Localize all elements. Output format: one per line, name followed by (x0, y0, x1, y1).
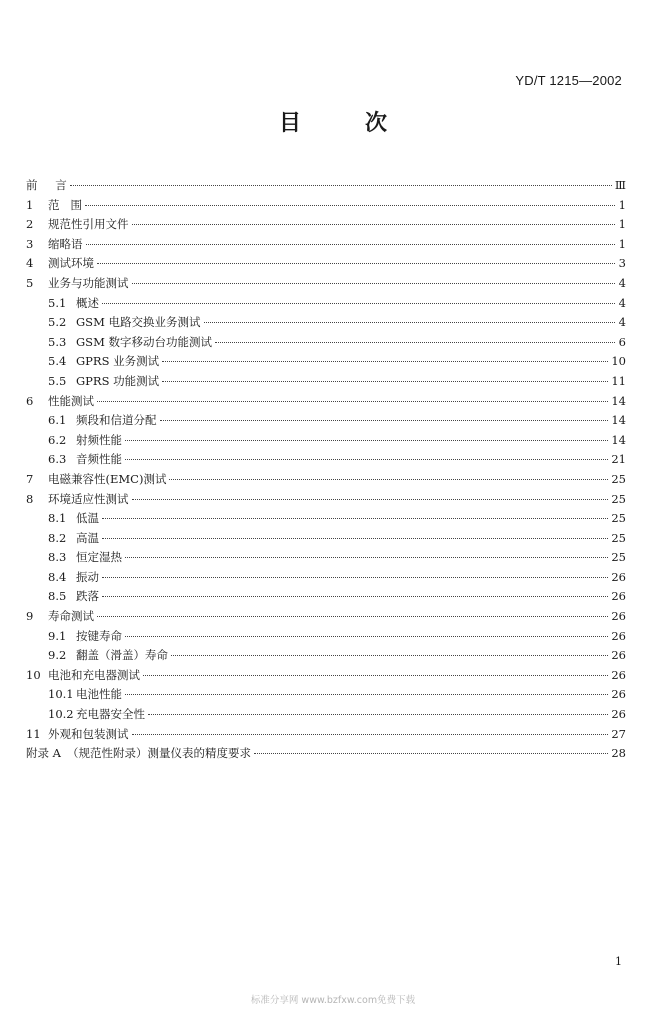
toc-entry-number: 6.1 (48, 413, 67, 428)
toc-dot-leader (70, 185, 612, 186)
toc-entry-page: 25 (611, 471, 626, 486)
toc-entry-label: 外观和包装测试 (48, 726, 129, 741)
toc-entry-label: 缩略语 (48, 236, 83, 251)
toc-entry-title (26, 744, 251, 764)
toc-entry-label: 跌落 (76, 589, 99, 604)
toc-entry-number: 9 (26, 609, 34, 624)
toc-entry-number: 7 (26, 471, 34, 486)
toc-entry[interactable] (26, 333, 626, 353)
toc-entry-page: 6 (618, 334, 626, 349)
page-number: 1 (615, 955, 622, 968)
toc-entry-number: 5.1 (48, 295, 67, 310)
toc-entry-title (26, 666, 140, 686)
toc-entry-label: 范 围 (48, 197, 82, 212)
toc-entry-title (26, 235, 83, 255)
toc-entry-label: 电磁兼容性(EMC)测试 (48, 471, 167, 486)
toc-entry-number: 5.2 (48, 315, 67, 330)
toc-dot-leader (169, 479, 608, 480)
toc-entry-title (26, 548, 122, 568)
toc-entry-number: 5 (26, 275, 34, 290)
toc-entry-label: 环境适应性测试 (48, 491, 129, 506)
toc-dot-leader (102, 538, 608, 539)
toc-entry-page: Ⅲ (614, 178, 626, 192)
toc-entry-label: 测试环境 (48, 256, 94, 271)
toc-entry-number: 10.1 (48, 687, 74, 702)
toc-entry-page: 25 (611, 530, 626, 545)
toc-entry-title (26, 587, 99, 607)
watermark: 标准分享网 www.bzfxw.com免费下载 (250, 995, 416, 1006)
page-title (0, 106, 666, 137)
toc-entry[interactable] (26, 587, 626, 607)
toc-entry-title (26, 705, 145, 725)
toc-entry-page: 28 (611, 746, 626, 761)
toc-entry-number: 10 (26, 667, 41, 682)
toc-entry-label: 按键寿命 (76, 628, 122, 643)
toc-entry-label: 性能测试 (48, 393, 94, 408)
toc-entry-number: 附录 A (26, 746, 61, 761)
toc-entry[interactable] (26, 196, 626, 216)
toc-entry-number: 5.5 (48, 373, 67, 388)
toc-entry-page: 14 (611, 432, 626, 447)
toc-entry-label: 充电器安全性 (76, 707, 145, 722)
toc-entry[interactable] (26, 352, 626, 372)
toc-entry[interactable] (26, 509, 626, 529)
toc-entry-title (26, 725, 129, 745)
toc-entry-number: 8 (26, 491, 34, 506)
toc-entry-number: 9.2 (48, 648, 67, 663)
toc-entry-number: 8.5 (48, 589, 67, 604)
toc-entry-label: 规范性引用文件 (48, 217, 129, 232)
toc-entry-page: 26 (611, 569, 626, 584)
toc-entry-page: 26 (611, 648, 626, 663)
toc-dot-leader (254, 753, 608, 754)
title-char-1: 目 (278, 111, 301, 136)
toc-entry-page: 1 (618, 236, 626, 251)
toc-dot-leader (86, 244, 616, 245)
toc-entry-label: 音频性能 (76, 452, 122, 467)
toc-entry[interactable] (26, 372, 626, 392)
toc-entry-page: 26 (611, 707, 626, 722)
toc-entry-title (26, 529, 99, 549)
toc-entry-title (26, 470, 166, 490)
toc-entry-page: 26 (611, 609, 626, 624)
toc-entry-label: 电池性能 (76, 687, 122, 702)
toc-entry-label: 业务与功能测试 (48, 275, 129, 290)
toc-entry-page: 14 (611, 393, 626, 408)
toc-entry-number: 10.2 (48, 707, 74, 722)
toc-entry-title (26, 254, 94, 274)
toc-entry-label: 射频性能 (76, 432, 122, 447)
toc-dot-leader (162, 381, 608, 382)
toc-entry[interactable] (26, 548, 626, 568)
toc-dot-leader (125, 694, 608, 695)
toc-entry-number: 6.3 (48, 452, 67, 467)
toc-dot-leader (204, 322, 616, 323)
toc-entry-page: 26 (611, 687, 626, 702)
toc-entry-page: 26 (611, 667, 626, 682)
toc-entry-title (26, 685, 122, 705)
toc-entry-label: GSM 电路交换业务测试 (76, 315, 201, 330)
toc-dot-leader (97, 616, 608, 617)
toc-entry-number: 8.2 (48, 530, 67, 545)
toc-entry[interactable] (26, 392, 626, 412)
toc-entry[interactable] (26, 744, 626, 764)
toc-entry-title (26, 509, 99, 529)
toc-dot-leader (160, 420, 609, 421)
toc-entry-number: 1 (26, 197, 34, 212)
toc-entry-number: 3 (26, 236, 34, 251)
toc-entry-page: 3 (618, 256, 626, 271)
toc-dot-leader (132, 283, 616, 284)
toc-dot-leader (97, 401, 608, 402)
toc-entry[interactable] (26, 176, 626, 196)
toc-entry-page: 25 (611, 550, 626, 565)
toc-entry[interactable] (26, 215, 626, 235)
toc-entry-title (26, 215, 129, 235)
toc-entry-title (26, 431, 122, 451)
toc-entry-title (26, 196, 82, 216)
toc-dot-leader (102, 303, 615, 304)
toc-entry[interactable] (26, 450, 626, 470)
toc-entry[interactable] (26, 235, 626, 255)
toc-entry-label: 概述 (76, 295, 99, 310)
toc-dot-leader (125, 636, 608, 637)
toc-entry-number: 11 (26, 726, 41, 741)
toc-entry[interactable] (26, 254, 626, 274)
toc-dot-leader (132, 499, 609, 500)
toc-dot-leader (143, 675, 608, 676)
toc-entry-label: 频段和信道分配 (76, 413, 157, 428)
toc-entry-page: 4 (618, 315, 626, 330)
toc-dot-leader (97, 263, 615, 264)
toc-entry-number: 8.4 (48, 569, 67, 584)
toc-entry[interactable] (26, 470, 626, 490)
toc-entry-number: 9.1 (48, 628, 67, 643)
toc-entry[interactable] (26, 685, 626, 705)
toc-entry[interactable] (26, 490, 626, 510)
toc-entry-number: 8.1 (48, 511, 67, 526)
toc-entry-page: 4 (618, 275, 626, 290)
toc-entry[interactable] (26, 627, 626, 647)
toc-dot-leader (162, 361, 608, 362)
toc-dot-leader (215, 342, 615, 343)
toc-entry-label: 恒定湿热 (76, 550, 122, 565)
toc-entry-title (26, 627, 122, 647)
toc-entry-label: 翻盖（滑盖）寿命 (76, 648, 168, 663)
toc-entry-title (26, 313, 201, 333)
toc-dot-leader (132, 224, 616, 225)
toc-dot-leader (148, 714, 608, 715)
toc-entry-page: 25 (611, 491, 626, 506)
toc-entry-label: 电池和充电器测试 (48, 667, 140, 682)
toc-entry-title (26, 646, 168, 666)
toc-entry-number: 4 (26, 256, 34, 271)
toc-entry[interactable] (26, 431, 626, 451)
toc-dot-leader (85, 205, 615, 206)
title-char-2: 次 (365, 111, 388, 136)
toc-entry-page: 26 (611, 589, 626, 604)
toc-entry-title (26, 176, 67, 196)
toc-entry-number: 6.2 (48, 432, 67, 447)
toc-entry-label: 高温 (76, 530, 99, 545)
toc-entry-label: 寿命测试 (48, 609, 94, 624)
toc-entry-page: 14 (611, 413, 626, 428)
toc-entry-label: （规范性附录）测量仪表的精度要求 (66, 746, 251, 761)
toc-entry-number: 前 (26, 178, 38, 192)
toc-entry[interactable] (26, 607, 626, 627)
toc-dot-leader (125, 459, 608, 460)
toc-dot-leader (171, 655, 608, 656)
toc-entry-label: 低温 (76, 511, 99, 526)
toc-entry-label: 言 (48, 178, 67, 192)
toc-entry-page: 4 (618, 295, 626, 310)
toc-entry-page: 11 (611, 373, 626, 388)
toc-entry-label: GPRS 业务测试 (76, 354, 160, 369)
toc-entry-page: 27 (611, 726, 626, 741)
toc-entry-page: 1 (618, 217, 626, 232)
toc-entry-label: GPRS 功能测试 (76, 373, 160, 388)
toc-entry-page: 25 (611, 511, 626, 526)
toc-entry-number: 5.4 (48, 354, 67, 369)
toc-entry-number: 5.3 (48, 334, 67, 349)
standard-code: YD/T 1215—2002 (515, 73, 622, 88)
toc-entry-page: 1 (618, 197, 626, 212)
toc-entry[interactable] (26, 411, 626, 431)
toc-entry-title (26, 274, 129, 294)
toc-entry[interactable] (26, 666, 626, 686)
toc-entry[interactable] (26, 725, 626, 745)
toc-entry-number: 8.3 (48, 550, 67, 565)
toc-entry[interactable] (26, 274, 626, 294)
toc-dot-leader (102, 577, 608, 578)
toc-entry[interactable] (26, 313, 626, 333)
toc-entry-page: 10 (611, 354, 626, 369)
toc-entry-title (26, 607, 94, 627)
toc-dot-leader (132, 734, 609, 735)
toc-entry-title (26, 490, 129, 510)
toc-dot-leader (125, 557, 608, 558)
toc-entry-page: 26 (611, 628, 626, 643)
toc-entry[interactable] (26, 646, 626, 666)
toc-entry[interactable] (26, 705, 626, 725)
toc-entry-title (26, 568, 99, 588)
toc-entry-page: 21 (611, 452, 626, 467)
toc-entry-label: 振动 (76, 569, 99, 584)
toc-entry[interactable] (26, 568, 626, 588)
toc-entry-title (26, 392, 94, 412)
toc-entry-number: 2 (26, 217, 34, 232)
toc-dot-leader (102, 596, 608, 597)
toc-entry[interactable] (26, 529, 626, 549)
toc-dot-leader (125, 440, 608, 441)
toc-entry-title (26, 333, 212, 353)
toc-entry-title (26, 450, 122, 470)
toc-entry-number: 6 (26, 393, 34, 408)
toc-entry[interactable] (26, 294, 626, 314)
toc-entry-title (26, 352, 159, 372)
toc-entry-title (26, 294, 99, 314)
table-of-contents (26, 176, 626, 764)
toc-entry-title (26, 411, 157, 431)
toc-entry-label: GSM 数字移动台功能测试 (76, 334, 212, 349)
toc-entry-title (26, 372, 159, 392)
toc-dot-leader (102, 518, 608, 519)
